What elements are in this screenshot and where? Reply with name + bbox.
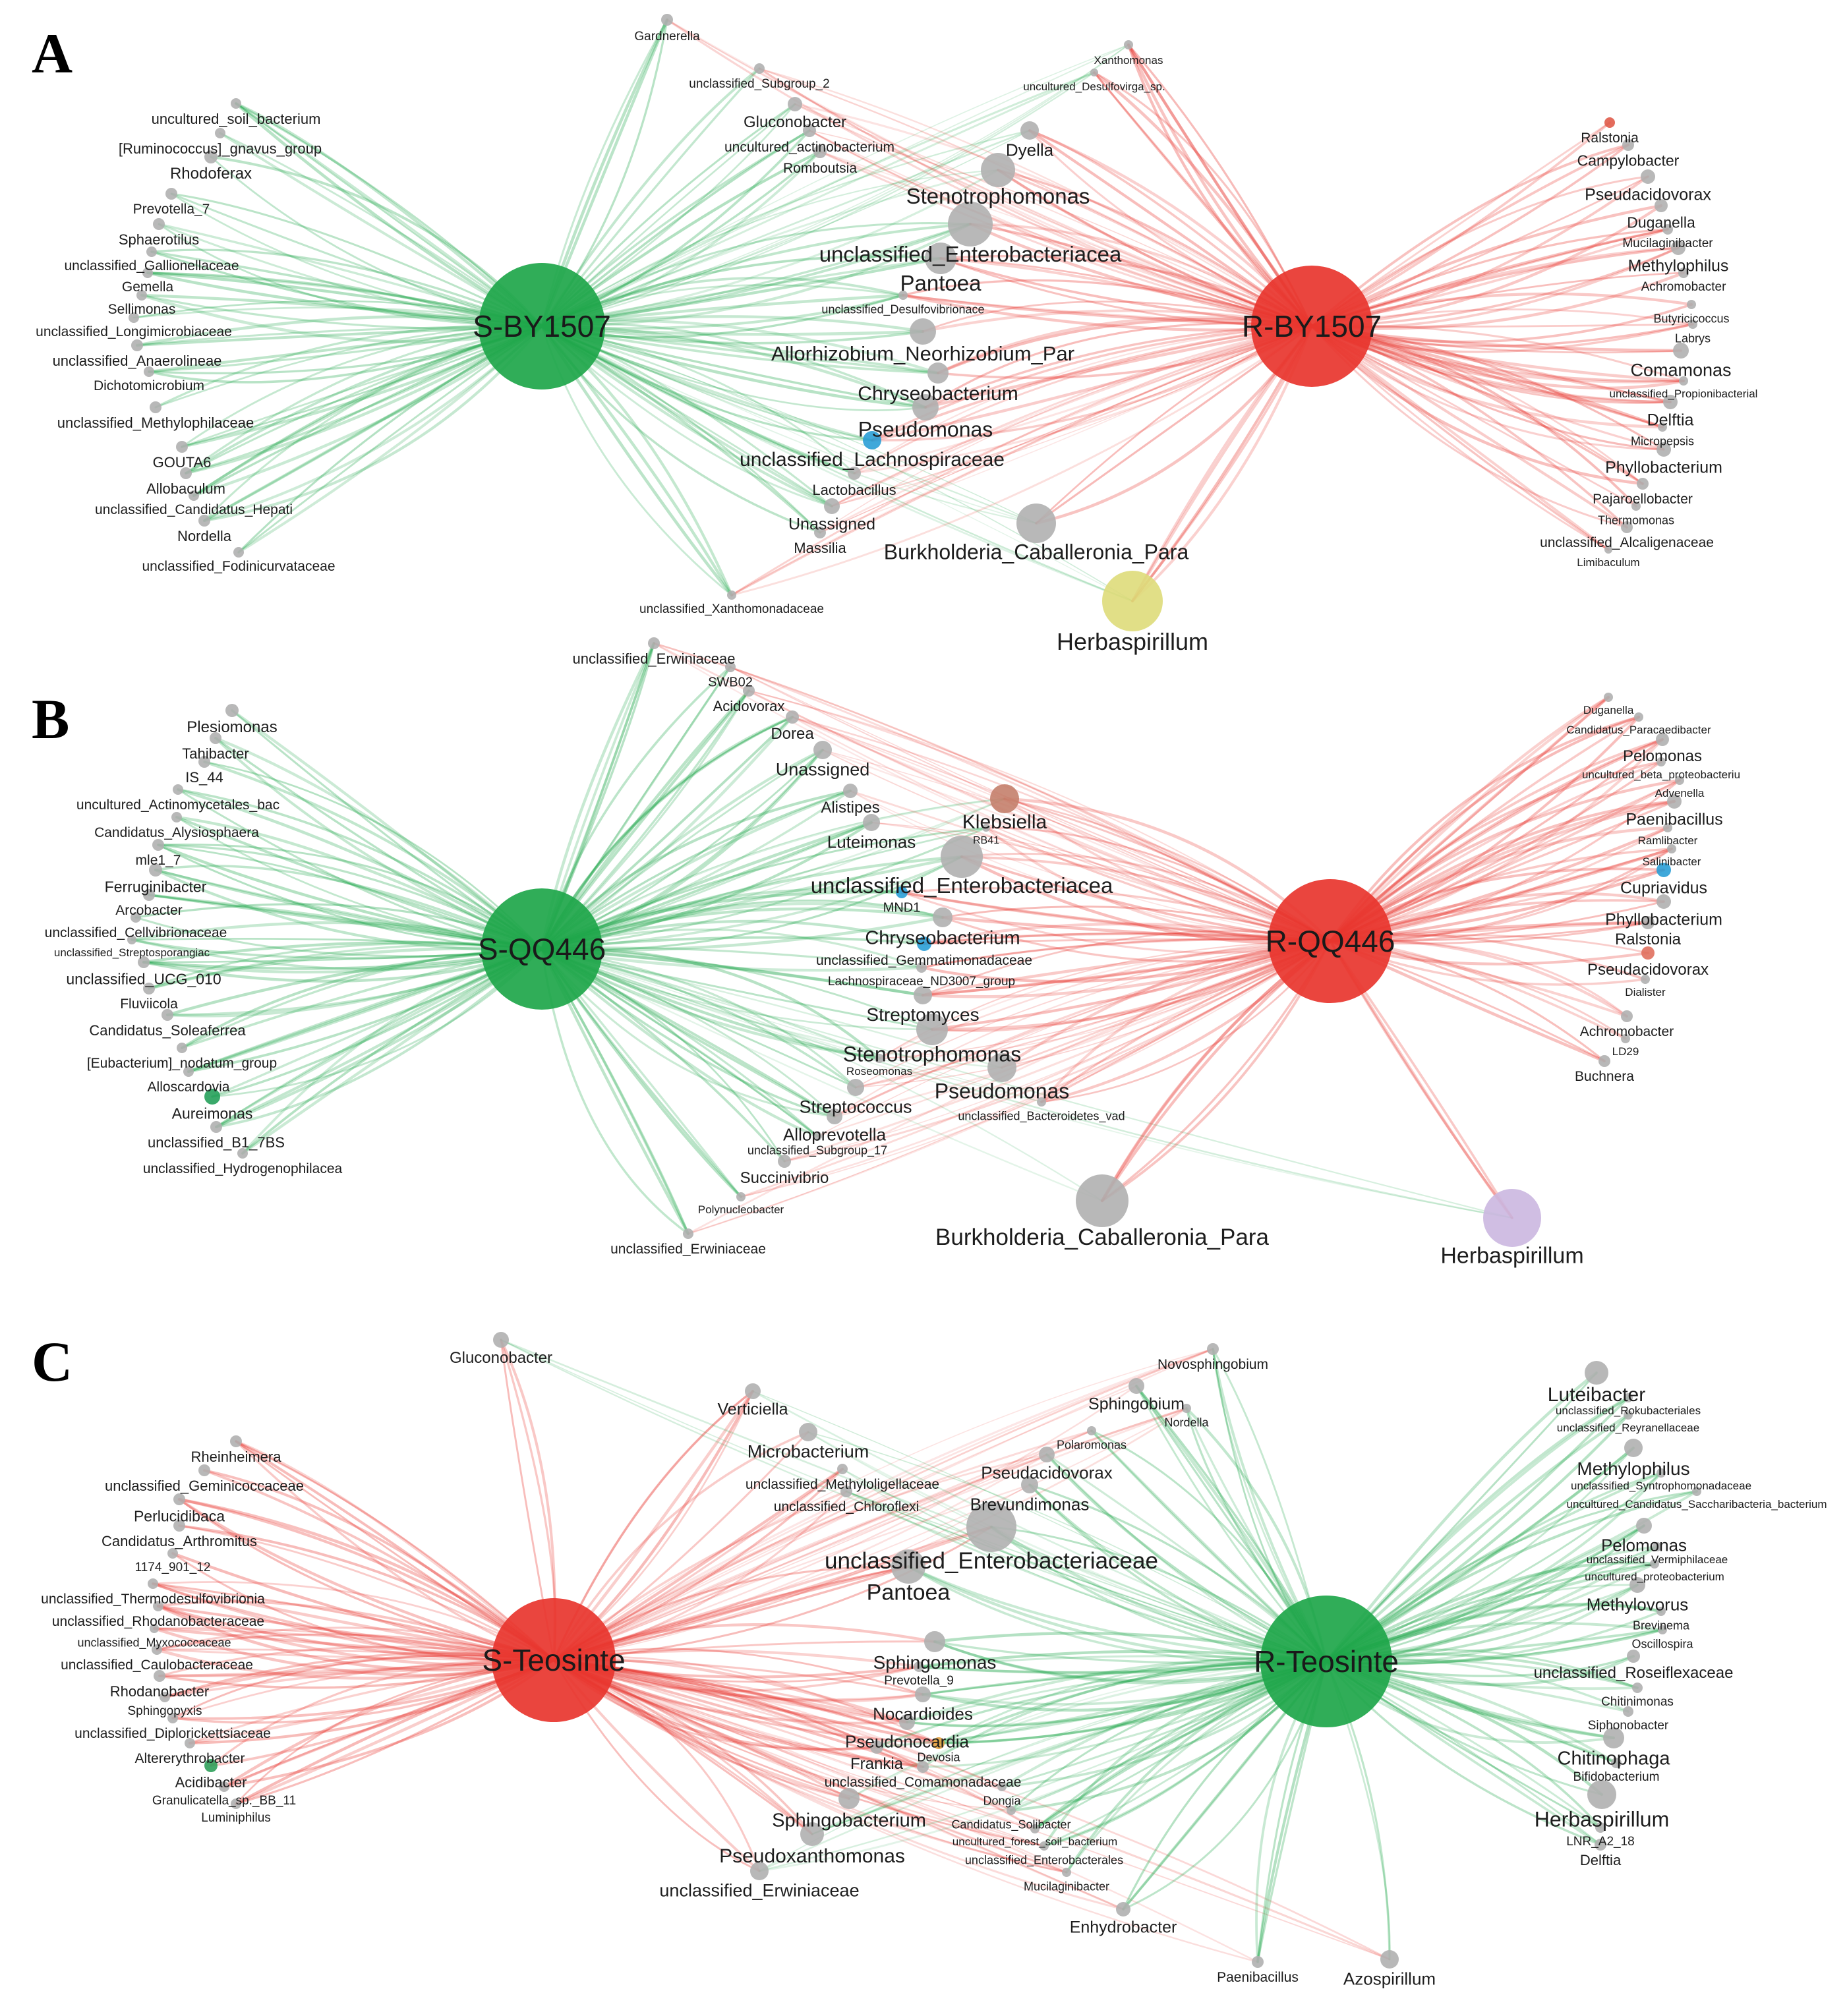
node-label: unclassified_Reyranellaceae	[1556, 1422, 1700, 1434]
node-label: Granulicatella_sp._BB_11	[152, 1794, 297, 1808]
hub-label: S-Teosinte	[482, 1643, 626, 1677]
node-label: uncultured_beta_proteobacteriu	[1581, 768, 1741, 781]
node-label: Roseomonas	[846, 1065, 913, 1078]
node-label: unclassified_Xanthomonadaceae	[639, 602, 824, 616]
node-label: Plesiomonas	[187, 718, 278, 736]
node-label: unclassified_Caulobacteraceae	[61, 1657, 253, 1673]
hub-label: S-QQ446	[477, 932, 606, 966]
node-label: Buchnera	[1575, 1069, 1634, 1084]
node-label: Microbacterium	[747, 1441, 869, 1462]
node-label: Candidatus_Arthromitus	[101, 1533, 258, 1549]
node-label: Enhydrobacter	[1069, 1918, 1177, 1937]
panel-b	[0, 650, 1847, 1308]
node-label: Allorhizobium_Neorhizobium_Par	[771, 342, 1075, 365]
node-label: unclassified_Erwiniaceae	[610, 1242, 766, 1257]
node-label: unclassified_Methyloligellaceae	[745, 1477, 940, 1492]
node-label: Pelomonas	[1600, 1535, 1687, 1555]
node-label: Perlucidibaca	[133, 1507, 225, 1525]
node-label: Chitinophaga	[1557, 1748, 1670, 1770]
node-label: LD29	[1612, 1045, 1639, 1058]
node-label: unclassified_Hydrogenophilacea	[142, 1161, 343, 1176]
node-label: unclassified_Roseiflexaceae	[1533, 1664, 1734, 1682]
node-label: unclassified_Bacteroidetes_vad	[958, 1109, 1125, 1123]
panel-c	[0, 1308, 1847, 2016]
node-label: Paenibacillus	[1217, 1970, 1299, 1985]
node-label: Fluviicola	[120, 996, 178, 1012]
node-label: Unassigned	[775, 759, 870, 780]
node-label: Dichotomicrobium	[93, 378, 205, 393]
node-label: Burkholderia_Caballeronia_Para	[935, 1224, 1269, 1250]
hub-label: R-BY1507	[1241, 309, 1382, 343]
panel-letter-b: B	[32, 687, 70, 751]
node-label: unclassified_Enterobacterales	[964, 1853, 1124, 1867]
node-label: unclassified_Chloroflexi	[773, 1499, 920, 1514]
node-label: Luteimonas	[827, 832, 916, 852]
node-label: Duganella	[1583, 704, 1634, 716]
node-label: Ramlibacter	[1637, 834, 1698, 847]
node-label: Lactobacillus	[812, 482, 896, 498]
node-label: Pseudomonas	[858, 417, 993, 442]
node-label: unclassified_Rhodanobacteraceae	[51, 1614, 265, 1629]
node-label: Acidovorax	[713, 698, 785, 714]
node-label: Dorea	[771, 725, 814, 743]
node-label: [Ruminococcus]_gnavus_group	[118, 140, 322, 157]
node-label: Alloprevotella	[782, 1124, 887, 1145]
node-label: Pseudonocardia	[845, 1731, 969, 1752]
node-label: 1174_901_12	[134, 1561, 211, 1574]
node-label: unclassified_Lachnospiraceae	[740, 449, 1005, 471]
node-label: Ralstonia	[1581, 130, 1639, 146]
node-label: Aureimonas	[171, 1105, 253, 1122]
node-label: Chryseobacterium	[858, 383, 1018, 405]
node-label: unclassified_Propionibacterial	[1609, 388, 1758, 400]
node-label: Paenibacillus	[1626, 810, 1723, 829]
node-label: Candidatus_Alysiosphaera	[94, 825, 259, 840]
node-label: IS_44	[185, 769, 223, 786]
node-label: Frankia	[850, 1755, 904, 1773]
node-label: Alistipes	[821, 799, 880, 817]
node-label: unclassified_Desulfovibrionace	[821, 302, 985, 316]
node-label: Arcobacter	[115, 903, 183, 918]
node-label: Dialister	[1625, 986, 1666, 998]
node-label: unclassified_Thermodesulfovibrionia	[41, 1592, 265, 1607]
node-label: Sphingomonas	[873, 1652, 997, 1673]
node-label: Streptococcus	[799, 1097, 912, 1117]
node-label: unclassified_Alcaligenaceae	[1540, 535, 1714, 550]
node-label: Duganella	[1627, 214, 1695, 231]
node-label: uncultured_Desulfovirga_sp.	[1023, 80, 1165, 93]
node-label: Herbaspirillum	[1534, 1807, 1670, 1831]
node-label: uncultured_Actinomycetales_bac	[76, 797, 280, 813]
node-label: [Eubacterium]_nodatum_group	[86, 1056, 278, 1071]
node-label: uncultured_forest_soil_bacterium	[952, 1835, 1118, 1848]
node-label: Mucilaginibacter	[1622, 237, 1713, 250]
node-label: Phyllobacterium	[1605, 458, 1722, 477]
node-label: Herbaspirillum	[1440, 1243, 1584, 1269]
node-label: unclassified_Vermiphilaceae	[1586, 1553, 1728, 1566]
node-label: Sellimonas	[107, 302, 176, 317]
node-label: Pseudacidovorax	[981, 1462, 1113, 1483]
node-label: Klebsiella	[962, 811, 1047, 833]
node-label: Polynucleobacter	[697, 1203, 784, 1216]
node-label: GOUTA6	[152, 454, 212, 471]
hub-label: S-BY1507	[473, 309, 611, 343]
node-label: unclassified_Cellvibrionaceae	[44, 925, 227, 940]
node-label: Methylophilus	[1577, 1458, 1690, 1479]
node-label: Herbaspirillum	[1056, 628, 1209, 655]
node-label: Nocardioides	[873, 1704, 973, 1724]
hub-label: R-Teosinte	[1254, 1644, 1399, 1679]
node-label: unclassified_Fodinicurvataceae	[142, 559, 336, 574]
node-label: unclassified_Comamonadaceae	[824, 1775, 1022, 1790]
node-label: Gemella	[121, 279, 174, 295]
node-label: Pseudoxanthomonas	[719, 1845, 905, 1867]
node-label: unclassified_Methylophilaceae	[57, 415, 254, 431]
node-label: Micropepsis	[1630, 434, 1695, 448]
node-label: Ferruginibacter	[104, 878, 207, 896]
node-label: Acidibacter	[175, 1774, 247, 1791]
node-label: Thermomonas	[1597, 513, 1675, 527]
node-label: Altererythrobacter	[134, 1751, 245, 1766]
node-label: Sphingopyxis	[127, 1704, 202, 1718]
panel-a	[0, 0, 1847, 666]
node-label: Massilia	[794, 540, 846, 556]
node-label: Campylobacter	[1577, 152, 1680, 169]
node-label: unclassified_Diplorickettsiaceae	[74, 1726, 271, 1741]
node-label: Tahibacter	[182, 745, 249, 762]
node-label: Labrys	[1674, 331, 1711, 345]
node-label: unclassified_Gallionellaceae	[64, 258, 239, 274]
node-label: unclassified_Subgroup_17	[747, 1143, 888, 1157]
node-label: Sphingobium	[1088, 1395, 1185, 1414]
node-label: Nordella	[1164, 1416, 1209, 1429]
node-label: Siphonobacter	[1587, 1719, 1669, 1733]
node-label: Sphingobacterium	[772, 1810, 926, 1831]
node-label: unclassified_Streptosporangiac	[53, 946, 210, 959]
node-label: Delftia	[1647, 411, 1694, 430]
node-label: Rhodoferax	[169, 165, 252, 183]
node-label: Novosphingobium	[1157, 1357, 1269, 1372]
node-label: Xanthomonas	[1094, 54, 1163, 67]
hub-label: R-QQ446	[1265, 924, 1395, 958]
node-label: Chryseobacterium	[865, 927, 1020, 949]
node-label: Verticiella	[717, 1400, 788, 1419]
node-label: Prevotella_7	[132, 202, 210, 217]
node-label: Pseudomonas	[934, 1079, 1070, 1103]
node-label: unclassified_Geminicoccaceae	[104, 1478, 305, 1494]
node-label: Ralstonia	[1614, 931, 1682, 948]
panel-letter-c: C	[32, 1330, 73, 1393]
node-label: Brevinema	[1632, 1619, 1690, 1632]
node-label: Candidatus_Paracaedibacter	[1566, 724, 1711, 736]
node-label: unclassified_Syntrophomonadaceae	[1570, 1480, 1752, 1492]
node-label: MND1	[883, 900, 921, 915]
node-label: Delftia	[1579, 1852, 1622, 1868]
node-label: Luteibacter	[1547, 1384, 1646, 1406]
node-label: Luminiphilus	[201, 1811, 271, 1825]
node-label: Pantoea	[866, 1580, 951, 1605]
node-label: Burkholderia_Caballeronia_Para	[883, 540, 1189, 564]
node-label: mle1_7	[135, 853, 181, 868]
node-label: Cupriavidus	[1620, 878, 1708, 898]
node-label: unclassified_Erwiniaceae	[659, 1880, 860, 1901]
node-label: RB41	[972, 835, 1000, 846]
node-label: Succinivibrio	[740, 1169, 829, 1187]
node-label: Stenotrophomonas	[842, 1042, 1022, 1066]
node-label: Brevundimonas	[970, 1494, 1090, 1514]
node-label: unclassified_Erwiniaceae	[572, 650, 736, 667]
node-label: unclassified_Longimicrobiaceae	[36, 324, 232, 339]
node-label: Dongia	[983, 1794, 1021, 1808]
node-label: Salinibacter	[1642, 855, 1701, 868]
node-label: Methylovorus	[1586, 1594, 1689, 1615]
node-label: Gardnerella	[634, 30, 700, 43]
node-label: Pseudacidovorax	[1585, 185, 1711, 204]
node-label: Romboutsia	[782, 161, 858, 176]
node-label: Achromobacter	[1641, 280, 1726, 294]
node-label: unclassified_Myxococcaceae	[77, 1636, 231, 1650]
node-label: unclassified_Candidatus_Hepati	[94, 502, 293, 517]
node-label: unclassified_Enterobacteriaceae	[825, 1548, 1158, 1574]
node-label: Pseudacidovorax	[1587, 961, 1709, 979]
node-label: unclassified_Enterobacteriacea	[810, 873, 1113, 898]
node-label: Sphaerotilus	[118, 231, 200, 248]
node-label: Azospirillum	[1343, 1969, 1436, 1989]
node-label: Candidatus_Soleaferrea	[89, 1022, 246, 1039]
node-label: Pantoea	[900, 271, 982, 295]
node-label: Advenella	[1655, 787, 1705, 799]
node-label: uncultured_Candidatus_Saccharibacteria_bacterium	[1566, 1498, 1827, 1511]
node-label: Polaromonas	[1056, 1438, 1127, 1452]
node-label: Limibaculum	[1577, 556, 1640, 569]
node-label: Unassigned	[788, 515, 876, 534]
node-label: Streptomyces	[866, 1004, 980, 1025]
node-label: Gluconobacter	[743, 113, 847, 131]
node-label: uncultured_soil_bacterium	[151, 111, 321, 127]
node-label: Dyella	[1005, 140, 1054, 160]
node-label: Achromobacter	[1579, 1024, 1674, 1039]
node-label: Phyllobacterium	[1605, 910, 1722, 929]
node-label: uncultured_proteobacterium	[1585, 1570, 1724, 1583]
node-label: uncultured_actinobacterium	[724, 140, 894, 155]
node-label: Devosia	[917, 1750, 960, 1764]
node-label: Alloscardovia	[147, 1080, 230, 1095]
node-label: unclassified_Anaerolineae	[52, 353, 222, 369]
node-label: Pelomonas	[1622, 747, 1703, 765]
node-label: Butyricicoccus	[1653, 312, 1730, 326]
node-label: Methylophilus	[1627, 256, 1729, 275]
node-label: Candidatus_Solibacter	[951, 1818, 1071, 1831]
node-label: Chitinimonas	[1601, 1695, 1674, 1709]
node-label: Gluconobacter	[449, 1349, 553, 1367]
node-label: Lachnospiraceae_ND3007_group	[827, 975, 1016, 989]
node-label: unclassified_Subgroup_2	[689, 77, 830, 91]
node-label: Allobaculum	[146, 480, 225, 497]
node-label: unclassified_Enterobacteriacea	[819, 242, 1122, 266]
node-label: Comamonas	[1630, 360, 1732, 380]
node-label: unclassified_B1_7BS	[148, 1134, 285, 1151]
node-label: Bifidobacterium	[1573, 1770, 1660, 1784]
node-label: unclassified_UCG_010	[66, 970, 221, 988]
node-label: Rhodanobacter	[109, 1683, 210, 1700]
node-label: Stenotrophomonas	[906, 184, 1090, 208]
node-label: LNR_A2_18	[1566, 1835, 1635, 1849]
panel-letter-a: A	[32, 22, 73, 85]
node-label: unclassified_Gemmatimonadaceae	[815, 953, 1033, 968]
node-label: Oscillospira	[1631, 1637, 1693, 1651]
node-label: Mucilaginibacter	[1023, 1880, 1110, 1893]
node-label: Rheinheimera	[191, 1449, 281, 1465]
node-label: unclassified_Rokubacteriales	[1555, 1404, 1701, 1417]
node-label: Nordella	[177, 528, 231, 544]
node-label: Pajaroellobacter	[1593, 492, 1693, 507]
node-label: SWB02	[708, 675, 753, 690]
node-label: Prevotella_9	[884, 1674, 954, 1688]
